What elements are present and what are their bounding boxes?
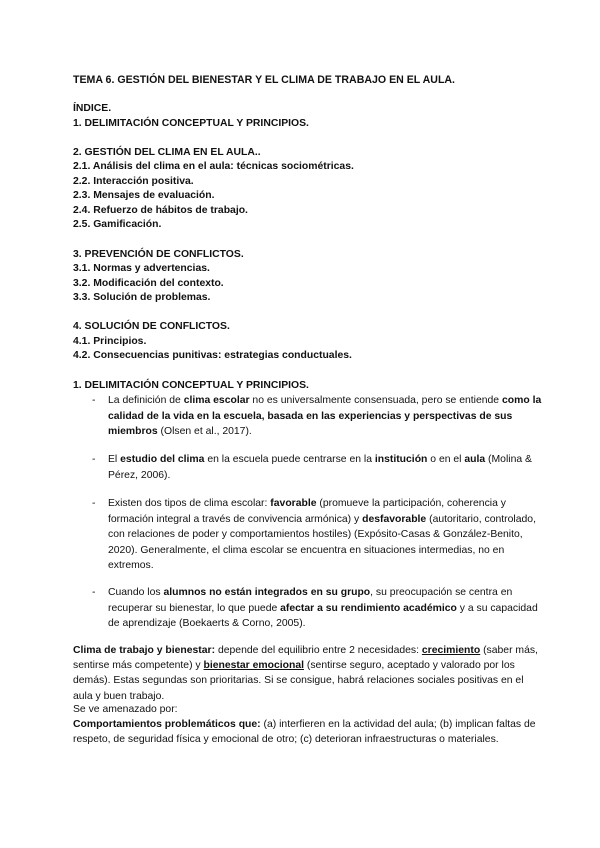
problem-behaviors-paragraph [73,717,543,747]
text-run-bold-underline: bienestar emocional [203,660,304,672]
text-run: El [108,454,121,465]
index-section-3: 3. PREVENCIÓN DE CONFLICTOS. [73,249,244,260]
text-run-bold: Comportamientos problemáticos que: [73,719,261,730]
bullet-paragraph [108,496,548,574]
index-item: 3.1. Normas y advertencias. [73,263,210,274]
text-run: (autoritario, controlado, con relaciones de poder y comportamientos hostiles) (Expósito-Casas & González-Benito, 2020). Generalmente, el clima escolar se encuentra en situaciones intermedias, no en extremos. [108,513,536,571]
text-run-bold: Clima de trabajo y bienestar: [73,645,216,656]
index-item: 3.2. Modificación del contexto. [73,278,224,289]
text-run: (sentirse seguro, aceptado y valorado por los demás). Estas segundas son prioritarias. Si se consigue, habrá relaciones sociales positivas en el aula y buen trabajo. [73,660,524,702]
index-section-1: 1. DELIMITACIÓN CONCEPTUAL Y PRINCIPIOS. [73,118,309,129]
text-run: (Molina & Pérez, 2006). [108,454,532,481]
climate-paragraph [73,643,543,704]
index-section-4: 4. SOLUCIÓN DE CONFLICTOS. [73,321,230,332]
index-item: 2.5. Gamificación. [73,219,162,230]
bullet-paragraph [108,585,548,632]
text-run: La definición de [108,395,184,406]
text-run: (saber más, sentirse más competente) y [73,645,538,672]
text-run-bold: clima escolar [183,395,250,406]
text-run: no es universalmente consensuada, pero se entiende [249,395,502,406]
text-run-bold: aula [464,454,486,465]
bullet-dash: - [92,498,96,509]
bullet-dash: - [92,587,96,598]
text-run: (promueve la participación, coherencia y formación integral a través de convivencia armónica) y [108,498,506,525]
text-run-bold: afectar a su rendimiento académico [280,602,457,614]
bullet-dash: - [92,395,96,406]
text-run: en la escuela puede centrarse en la [204,454,375,465]
text-run: Existen dos tipos de clima escolar: [108,498,271,509]
index-heading: ÍNDICE. [73,103,112,114]
text-run-bold: estudio del clima [120,454,205,465]
bullet-paragraph [108,393,548,440]
text-run: depende del equilibrio entre 2 necesidades: [215,645,422,656]
bullet-dash: - [92,454,96,465]
index-item: 2.1. Análisis del clima en el aula: técnicas sociométricas. [73,161,354,172]
text-run: (a) interfieren en la actividad del aula; (b) implican faltas de respeto, de seguridad física y emocional de otro; (c) deterioran infraestructuras o materiales. [73,719,536,746]
index-section-2: 2. GESTIÓN DEL CLIMA EN EL AULA.. [73,147,261,158]
index-item: 2.3. Mensajes de evaluación. [73,190,215,201]
text-run: (Olsen et al., 2017). [157,426,252,437]
text-run-bold: desfavorable [362,513,427,525]
threatened-line: Se ve amenazado por: [73,704,178,715]
index-item: 2.4. Refuerzo de hábitos de trabajo. [73,205,248,216]
text-run: Cuando los [108,587,164,598]
index-item: 4.2. Consecuencias punitivas: estrategias conductuales. [73,350,352,361]
text-run-bold: favorable [270,498,317,509]
index-item: 3.3. Solución de problemas. [73,292,211,303]
text-run-bold: institución [374,454,428,465]
index-item: 2.2. Interacción positiva. [73,176,194,187]
text-run: , su preocupación se centra en recuperar su bienestar, lo que puede [108,587,513,614]
bullet-paragraph [108,452,548,483]
text-run-bold: como la calidad de la vida en la escuela, basada en las experiencias y perspectivas de sus miembros [108,395,542,437]
text-run-bold: alumnos no están integrados en su grupo [163,587,371,598]
index-item: 4.1. Principios. [73,336,147,347]
text-run: y a su capacidad de aprendizaje (Boekaerts & Corno, 2005). [108,602,538,629]
section-1-heading: 1. DELIMITACIÓN CONCEPTUAL Y PRINCIPIOS. [73,380,309,391]
document-title: TEMA 6. GESTIÓN DEL BIENESTAR Y EL CLIMA DE TRABAJO EN EL AULA. [73,74,456,86]
text-run: o en el [427,454,465,465]
text-run-bold-underline: crecimiento [421,645,481,656]
